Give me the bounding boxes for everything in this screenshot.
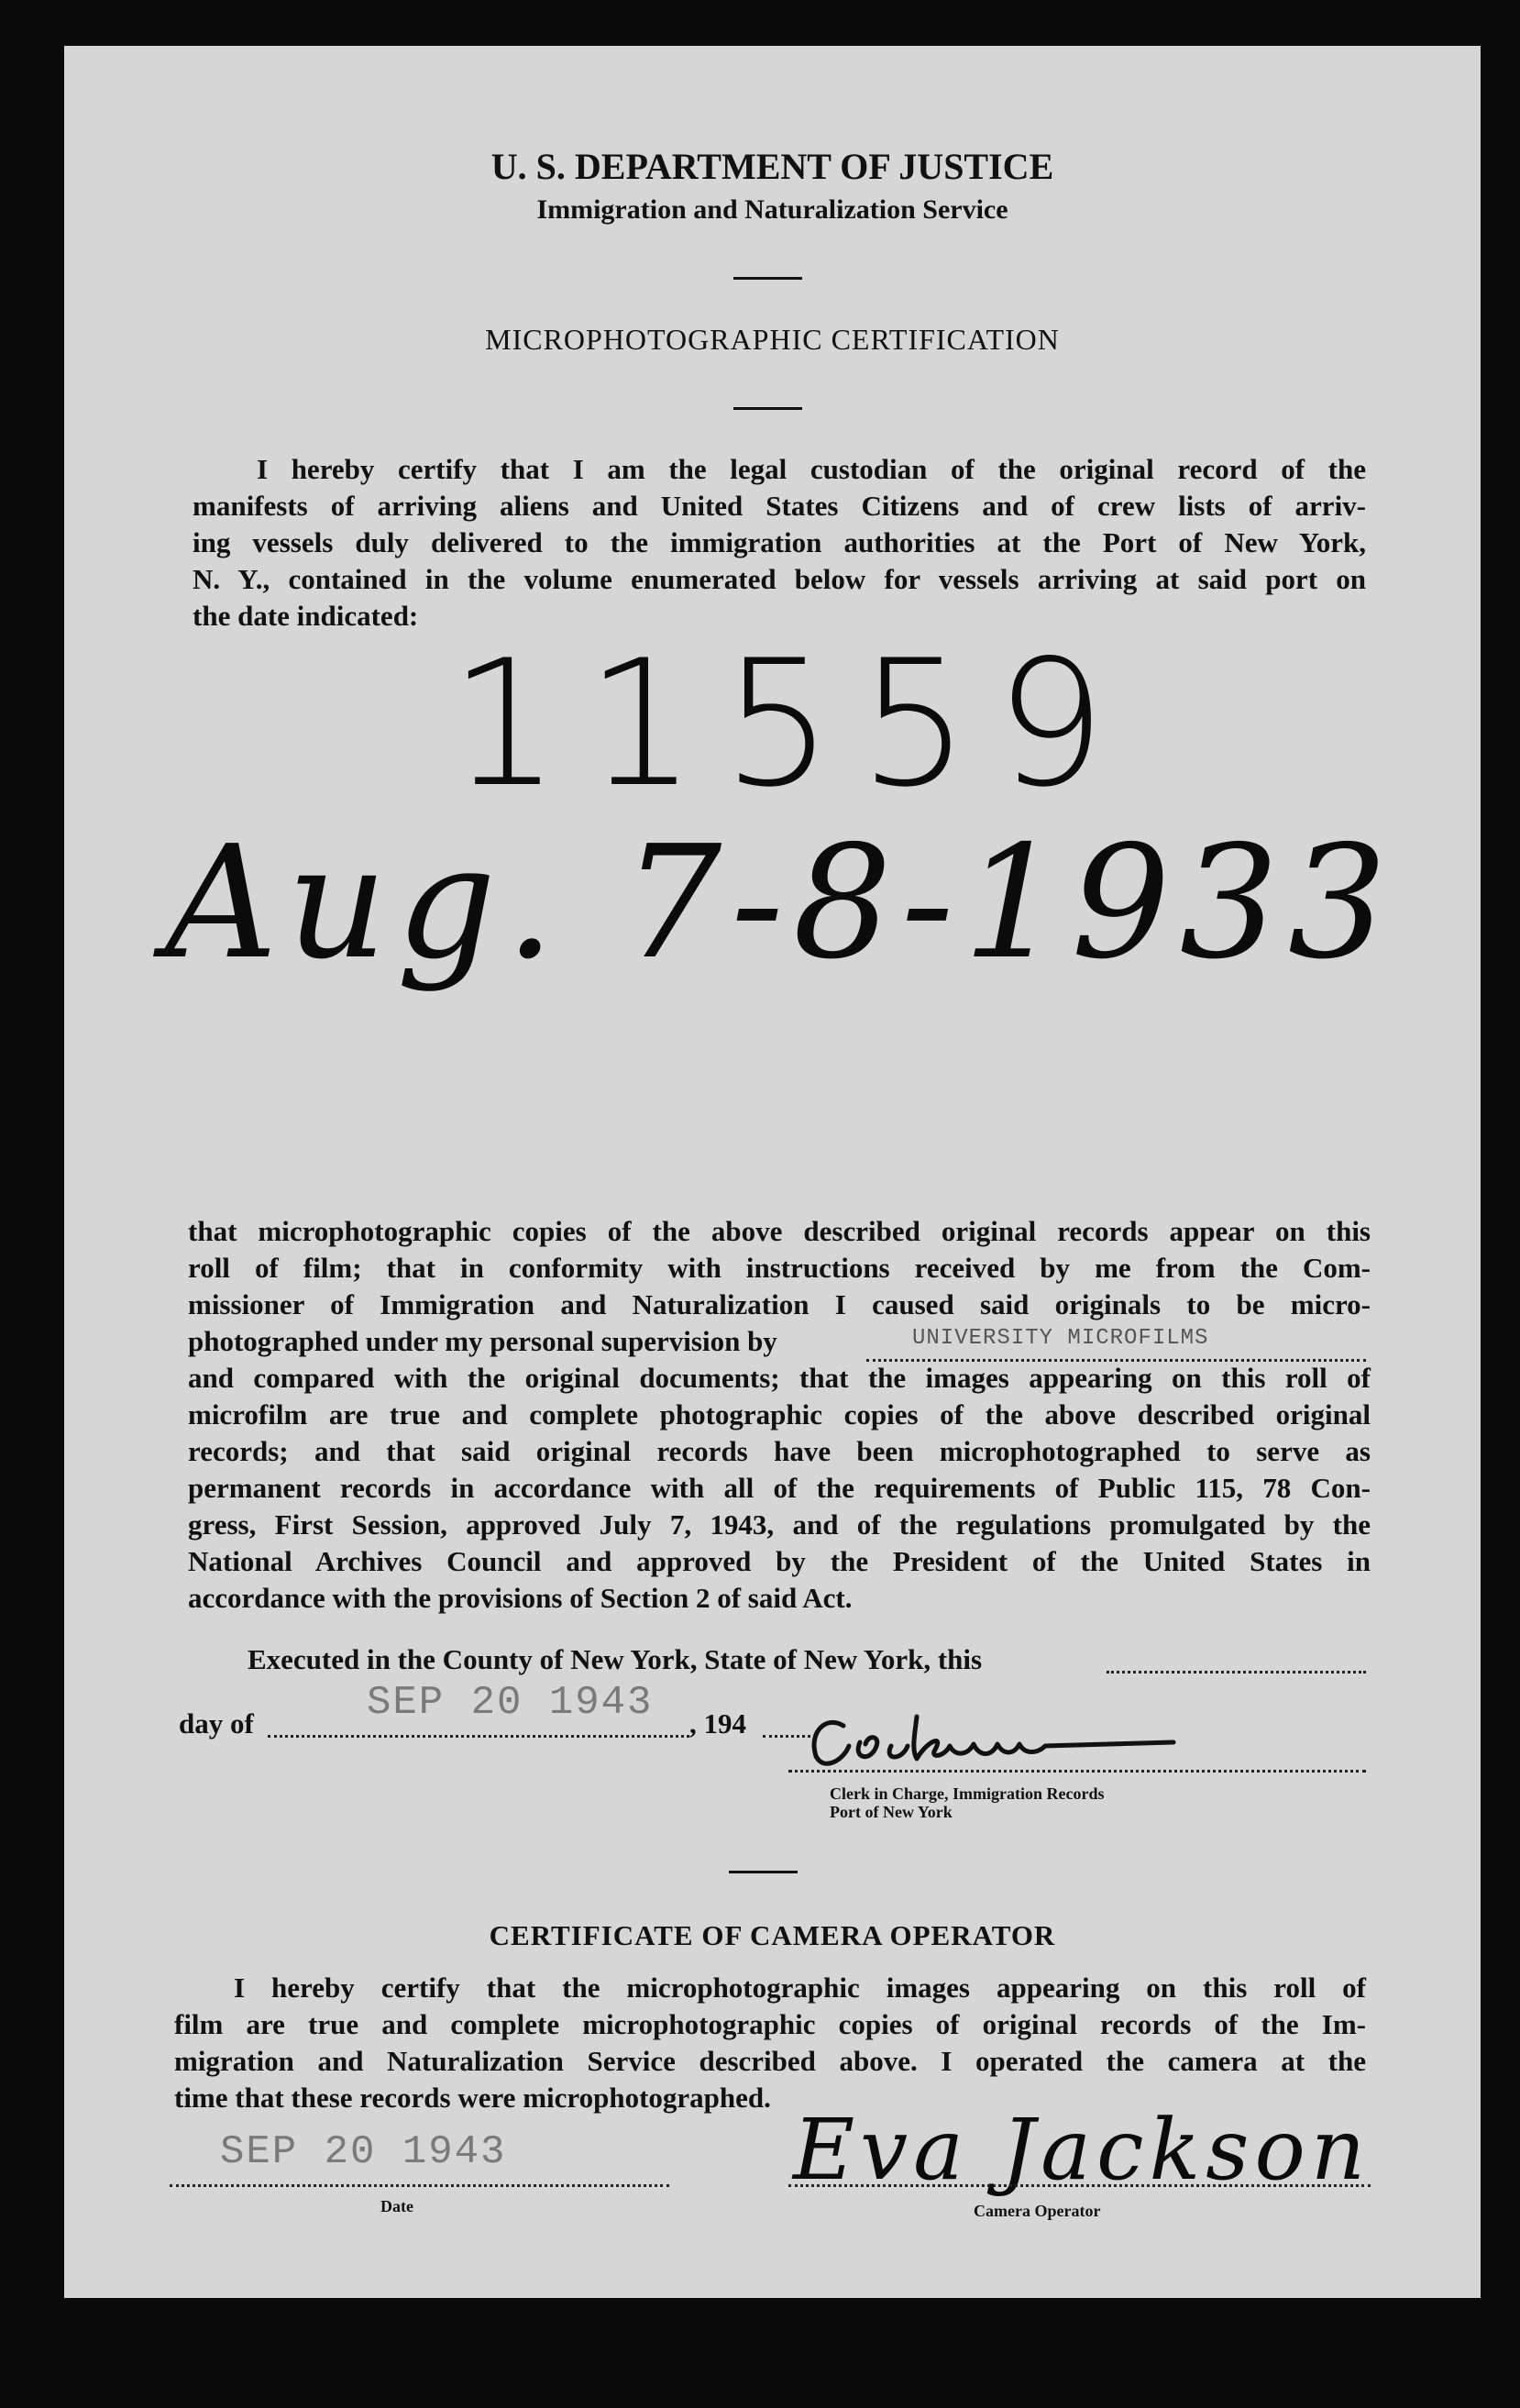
body-line: and compared with the original documents; that the images appearing on this roll of (188, 1362, 1371, 1394)
camera-operator-label: Camera Operator (974, 2202, 1101, 2220)
operator-text-line: I hereby certify that the microphotographic images appearing on this roll of (234, 1972, 1366, 2004)
service-subheading: Immigration and Naturalization Service (536, 194, 1008, 225)
camera-operator-text (174, 1970, 1366, 2116)
body-line: permanent records in accordance with all of the requirements of Public 115, 78 Con- (188, 1472, 1371, 1504)
camera-operator-heading: CERTIFICATE OF CAMERA OPERATOR (489, 1919, 1056, 1951)
day-dotted-line (268, 1735, 689, 1738)
clerk-signature-line (788, 1770, 1366, 1773)
body-line: gress, First Session, approved July 7, 1943, and of the regulations promulgated by the (188, 1508, 1371, 1541)
intro-line: manifests of arriving aliens and United States Citizens and of crew lists of arriv- (193, 490, 1366, 522)
body-line: roll of film; that in conformity with instructions received by me from the Com- (188, 1252, 1371, 1284)
body-line: missioner of Immigration and Naturalization I caused said originals to be micro- (188, 1288, 1371, 1320)
operator-text-line: film are true and complete microphotographic copies of original records of the Im- (174, 2008, 1366, 2040)
body-line: accordance with the provisions of Section 2 of said Act. (188, 1582, 853, 1614)
handwritten-volume-number: 11559 (449, 623, 1132, 825)
supervisor-typed-name: UNIVERSITY MICROFILMS (912, 1326, 1209, 1351)
execution-statement: Executed in the County of New York, State of New York, this (248, 1643, 983, 1675)
intro-line: ing vessels duly delivered to the immigration authorities at the Port of New York, (193, 526, 1366, 558)
handwritten-date: Aug. 7-8-1933 (165, 812, 1396, 994)
intro-line: the date indicated: (193, 600, 419, 632)
clerk-signature (788, 1706, 1183, 1779)
operator-date-stamp: SEP 20 1943 (220, 2129, 507, 2175)
intro-line: I hereby certify that I am the legal custodian of the original record of the (257, 453, 1366, 485)
body-line: that microphotographic copies of the above described original records appear on this (188, 1215, 1371, 1247)
divider (733, 407, 802, 410)
operator-text-line: migration and Naturalization Service described above. I operated the camera at the (174, 2045, 1366, 2077)
certification-intro (193, 451, 1366, 635)
supervisor-dotted-line (866, 1359, 1366, 1362)
divider (733, 277, 802, 280)
certification-body (188, 1213, 1371, 1617)
divider (729, 1871, 798, 1873)
document-title: MICROPHOTOGRAPHIC CERTIFICATION (485, 323, 1060, 356)
certification-document (64, 46, 1481, 2298)
operator-signature-line (788, 2184, 1371, 2187)
date-stamp: SEP 20 1943 (367, 1680, 654, 1726)
body-line: National Archives Council and approved by the President of the United States in (188, 1545, 1371, 1577)
date-label: Date (380, 2197, 413, 2215)
body-line: microfilm are true and complete photographic copies of the above described original (188, 1398, 1371, 1430)
body-line: photographed under my personal supervision by (188, 1325, 777, 1357)
clerk-office: Port of New York (830, 1803, 953, 1821)
clerk-title: Clerk in Charge, Immigration Records (830, 1784, 1105, 1803)
day-of-label: day of (179, 1707, 254, 1740)
department-heading: U. S. DEPARTMENT OF JUSTICE (490, 146, 1054, 187)
operator-text-line: time that these records were microphotographed. (174, 2082, 771, 2114)
intro-line: N. Y., contained in the volume enumerated below for vessels arriving at said port on (193, 563, 1366, 595)
operator-date-line (170, 2184, 669, 2187)
camera-operator-signature: Eva Jackson (793, 2101, 1371, 2199)
body-line: records; and that said original records have been microphotographed to serve as (188, 1435, 1371, 1467)
year-prefix: , 194 (689, 1707, 746, 1740)
execution-dotted-line (1107, 1671, 1366, 1673)
